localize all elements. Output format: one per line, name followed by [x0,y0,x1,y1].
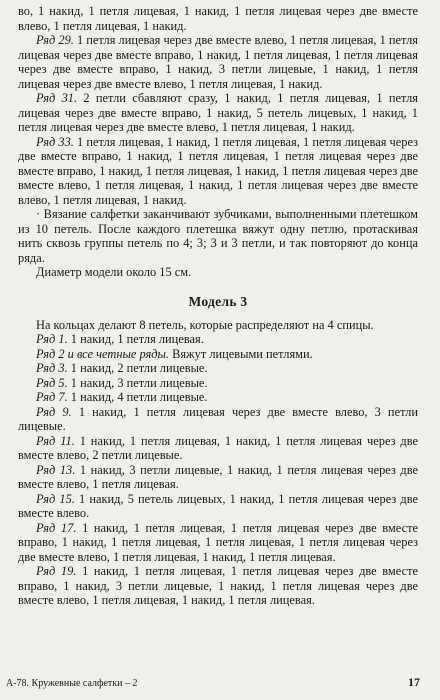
row-label: Ряд 19. [36,564,77,578]
paragraph: во, 1 накид, 1 петля лицевая, 1 накид, 1 петля лицевая через две вместе влево, 1 петля лицевая, 1 накид. [18,4,418,33]
row-label: Ряд 1. [36,332,68,346]
row-instruction [18,521,418,565]
row-label: Ряд 2 и все четные ряды. [36,346,169,361]
row-instruction [18,361,418,376]
row-label: Ряд 3. [36,361,68,375]
row-text: 1 петля лицевая, 1 накид, 1 петля лицевая, 1 петля лицевая через две вместе вправо, 1 накид, 1 петля лицевая, 1 петля лицевая через две вместе вправо, 1 накид, 1 петля лицевая, 1 накид, 1 петля лицевая через две вместе влево, 1 петля лицевая, 1 накид, 1 петля лицевая через две вместе влево, 1 петля лицевая, 1 накид. [18,134,419,207]
row-instruction [18,91,418,135]
paragraph: · Вязание салфетки заканчивают зубчиками, выполненными плетешком из 10 петель. После каждого плетешка вяжут одну петлю, протаскивая нить сквозь группы петель по 4; 3; 3 и 3 петли, и так повторяют до конца ряда. [18,207,418,265]
row-text: 1 накид, 2 петли лицевые. [67,361,208,375]
row-instruction [18,332,418,347]
row-instruction [18,405,418,434]
row-text: 1 накид, 1 петля лицевая, 1 петля лицевая через две вместе вправо, 1 накид, 3 петли лицевые, 1 накид, 1 петля лицевая через две вместе влево, 1 петля лицевая, 1 накид, 1 петля лицевая. [18,564,418,607]
page-number: 17 [408,675,420,689]
footer-book-title: A-78. Кружевные салфетки – 2 [6,678,138,689]
row-label: Ряд 13. [36,462,76,477]
row-label: Ряд 15. [36,491,75,506]
paragraph: Диаметр модели около 15 см. [36,265,192,279]
row-text: 2 петли сбавляют сразу, 1 накид, 1 петля лицевая, 1 петля лицевая через две вместе вправо, 1 накид, 5 петель лицевых, 1 накид, 1 петля лицевая через две вместе влево, 1 петля лицевая, 1 накид. [18,91,418,134]
row-text: 1 накид, 1 петля лицевая, 1 петля лицевая через две вместе вправо, 1 накид, 1 петля лицевая, 1 петля лицевая, 1 петля лицевая через две вместе влево, 1 петля лицевая, 1 накид, 1 петля лицевая. [18,520,418,564]
row-label: Ряд 17. [36,520,77,535]
row-label: Ряд 29. [36,33,74,47]
row-text: 1 накид, 3 петли лицевые, 1 накид, 1 петля лицевая через две вместе влево, 1 петля лицевая. [18,462,419,491]
row-text: Вяжут лицевыми петлями. [169,346,313,361]
row-label: Ряд 5. [36,375,68,390]
row-instruction [18,434,418,463]
row-text: 1 накид, 1 петля лицевая, 1 накид, 1 петля лицевая через две вместе влево, 2 петли лицевые. [18,433,418,462]
row-text: 1 петля лицевая через две вместе влево, 1 петля лицевая, 1 петля лицевая через две вместе вправо, 1 накид, 1 петля лицевая, 1 петля лицевая через две вместе вправо, 1 накид, 3 петли лицевые, 1 накид, 1 петля лицевая через две вместе влево, 1 петля лицевая, 1 накид. [18,33,419,91]
row-instruction [18,376,418,391]
row-text: 1 накид, 5 петель лицевых, 1 накид, 1 петля лицевая через две вместе влево. [18,491,418,520]
row-instruction [18,564,418,608]
row-instruction [18,347,418,362]
section-title: Модель 3 [188,293,248,309]
row-label: Ряд 11. [36,433,75,448]
row-instruction [18,463,418,492]
row-text: 1 накид, 1 петля лицевая. [67,332,204,346]
row-text: 1 накид, 3 петли лицевые. [67,375,208,390]
row-label: Ряд 9. [36,404,72,419]
row-label: Ряд 7. [36,390,68,404]
row-instruction [18,33,418,91]
row-text: 1 накид, 1 петля лицевая через две вместе влево, 3 петли лицевые. [18,404,418,433]
paragraph: На кольцах делают 8 петель, которые распределяют на 4 спицы. [36,317,374,332]
row-instruction [18,390,418,405]
row-instruction [18,492,418,521]
row-instruction [18,135,418,208]
row-text: 1 накид, 4 петли лицевые. [67,390,208,404]
row-label: Ряд 33. [36,134,74,149]
row-label: Ряд 31. [36,91,78,105]
page-footer [6,675,420,690]
